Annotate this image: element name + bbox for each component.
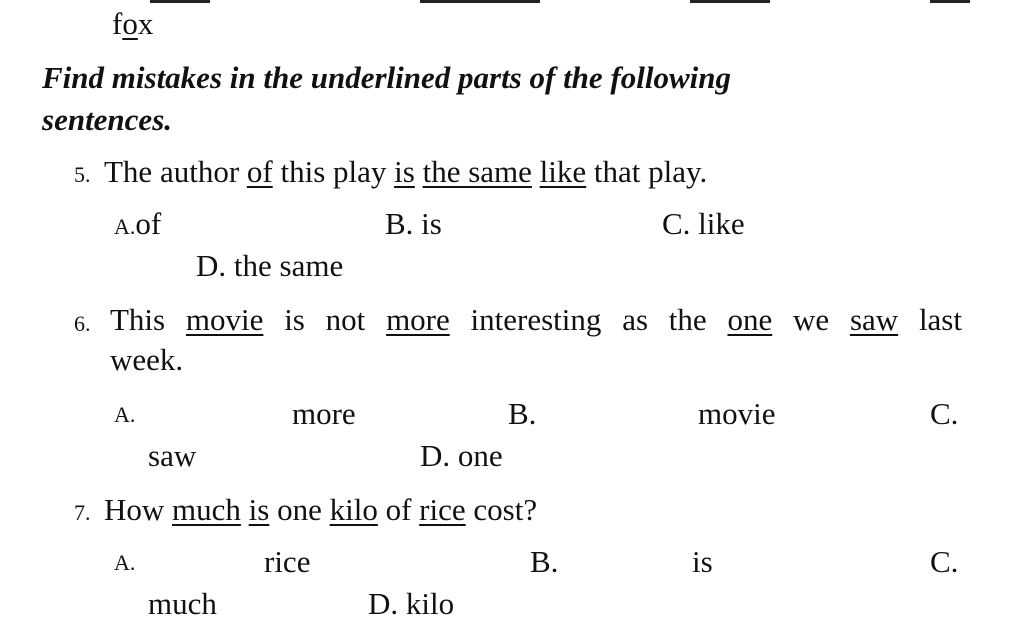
q5-option-c[interactable]: C. like bbox=[662, 206, 745, 241]
q5-option-d[interactable]: D. the same bbox=[196, 248, 344, 283]
underlined-part-a: more bbox=[386, 302, 450, 337]
q7-option-b-letter[interactable]: B. bbox=[530, 544, 559, 579]
underlined-part-b: is bbox=[248, 492, 270, 527]
question-7-number: 7. bbox=[74, 500, 91, 525]
sentence-word: not bbox=[325, 302, 366, 337]
sentence-word: interesting bbox=[470, 302, 602, 337]
q6-option-d[interactable]: D. one bbox=[420, 438, 503, 473]
previous-rule bbox=[150, 0, 210, 3]
question-6-number: 6. bbox=[74, 311, 91, 336]
sentence-text: The author bbox=[104, 154, 247, 189]
q6-option-b-letter[interactable]: B. bbox=[508, 396, 537, 431]
question-6-sentence-line-1 bbox=[110, 304, 962, 335]
underlined-part-b: movie bbox=[185, 302, 264, 337]
q6-option-a-letter[interactable]: A. bbox=[114, 402, 136, 427]
sentence-text bbox=[241, 492, 249, 527]
previous-answer-word bbox=[112, 8, 153, 39]
underlined-part-a: rice bbox=[419, 492, 466, 527]
sentence-text: one bbox=[269, 492, 330, 527]
question-5-number: 5. bbox=[74, 162, 91, 187]
underlined-part-a: of bbox=[246, 154, 273, 189]
word-underlined-letter: o bbox=[122, 6, 138, 41]
sentence-text bbox=[532, 154, 540, 189]
previous-rule bbox=[690, 0, 770, 3]
q5-option-b[interactable]: B. is bbox=[385, 206, 442, 241]
underlined-part-b: is bbox=[394, 154, 415, 189]
sentence-word: as bbox=[622, 302, 649, 337]
question-7-sentence bbox=[104, 494, 537, 525]
sentence-text: this play bbox=[272, 154, 395, 189]
option-letter: A. bbox=[114, 214, 136, 239]
q7-option-b-text[interactable]: is bbox=[692, 544, 713, 579]
sentence-word: is bbox=[284, 302, 305, 337]
instruction-line-2: sentences. bbox=[42, 102, 173, 137]
word-prefix: f bbox=[112, 6, 123, 41]
underlined-part-c: saw bbox=[849, 302, 899, 337]
q7-option-a-letter[interactable]: A. bbox=[114, 550, 136, 575]
underlined-part-d: one bbox=[727, 302, 773, 337]
sentence-text: that play. bbox=[586, 154, 708, 189]
question-6-sentence-line-2: week. bbox=[110, 342, 184, 377]
sentence-word: last bbox=[918, 302, 962, 337]
q7-option-a-text[interactable]: rice bbox=[264, 544, 311, 579]
underlined-part-c: much bbox=[172, 492, 241, 527]
option-text: of bbox=[135, 206, 162, 241]
previous-rule bbox=[420, 0, 540, 3]
sentence-word: This bbox=[110, 302, 166, 337]
underlined-part-d: kilo bbox=[329, 492, 378, 527]
sentence-word: the bbox=[668, 302, 707, 337]
underlined-part-d: the same bbox=[422, 154, 532, 189]
q6-option-c-text[interactable]: saw bbox=[148, 438, 197, 473]
sentence-text: cost? bbox=[465, 492, 538, 527]
q6-option-c-letter[interactable]: C. bbox=[930, 396, 959, 431]
previous-rule bbox=[930, 0, 970, 3]
q6-option-b-text[interactable]: movie bbox=[698, 396, 776, 431]
word-suffix: x bbox=[137, 6, 154, 41]
underlined-part-c: like bbox=[539, 154, 587, 189]
sentence-text: How bbox=[104, 492, 173, 527]
q5-option-a[interactable] bbox=[114, 208, 161, 239]
question-5-sentence bbox=[104, 156, 707, 187]
q6-option-a-text[interactable]: more bbox=[292, 396, 356, 431]
q7-option-c-text[interactable]: much bbox=[148, 586, 217, 621]
sentence-word: we bbox=[793, 302, 830, 337]
q7-option-d[interactable]: D. kilo bbox=[368, 586, 455, 621]
instruction-line-1: Find mistakes in the underlined parts of the following bbox=[42, 60, 732, 95]
q7-option-c-letter[interactable]: C. bbox=[930, 544, 959, 579]
sentence-text: of bbox=[377, 492, 420, 527]
sentence-text bbox=[415, 154, 423, 189]
